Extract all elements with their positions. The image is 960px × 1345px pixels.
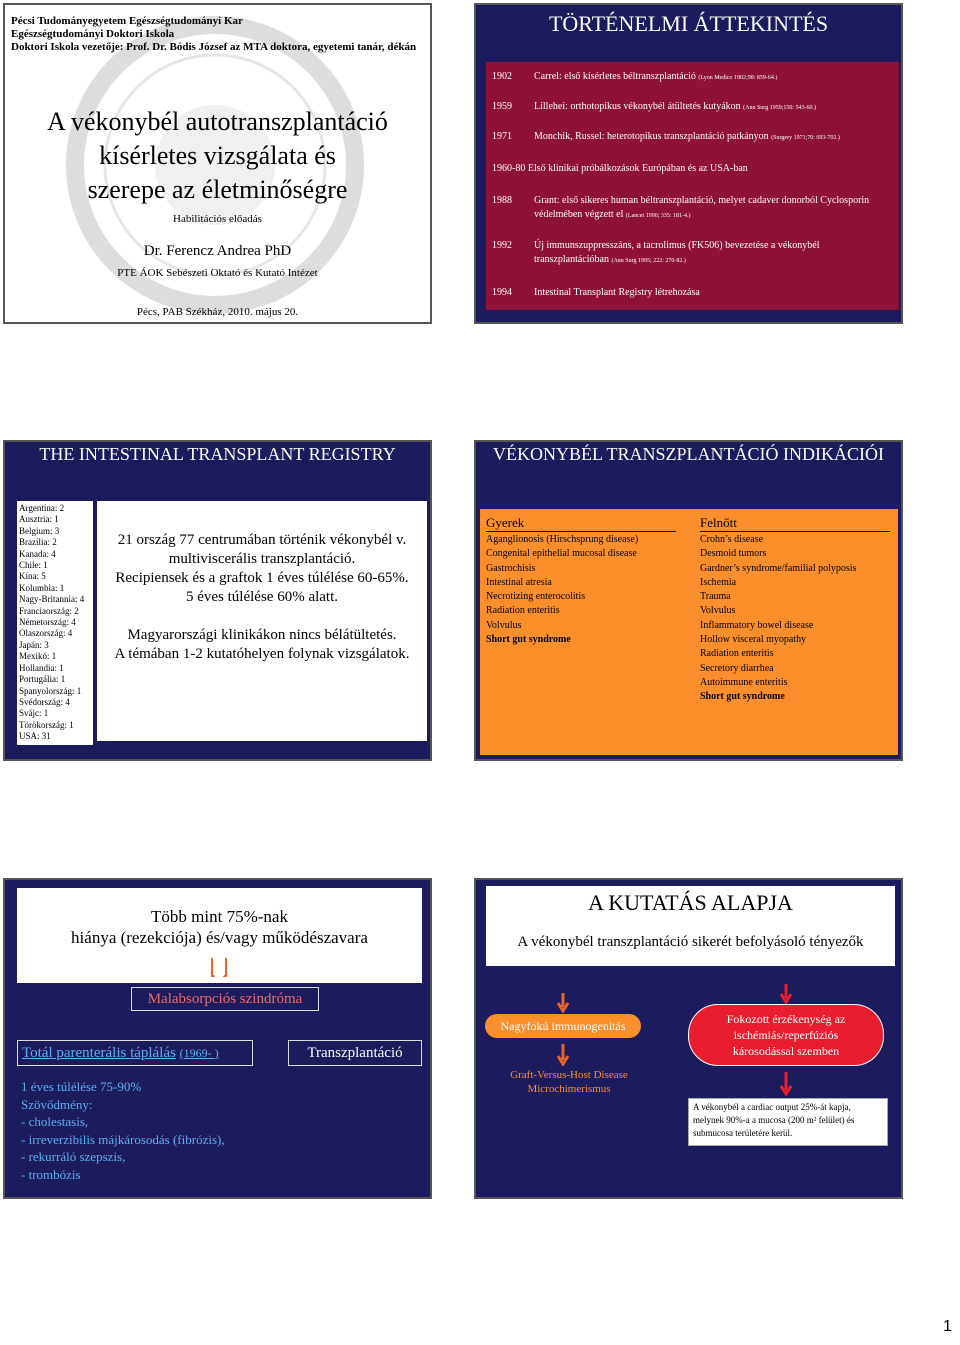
- reference: (Ann Surg 1995; 222: 270-82.): [611, 258, 686, 264]
- year: 1992: [492, 240, 512, 251]
- adult-header: Felnőtt: [700, 515, 890, 532]
- cardiac-output-note: [688, 1098, 888, 1146]
- child-indication-item: Volvulus: [486, 619, 522, 631]
- summary-line: Magyarországi klinikákon nincs bélátültetés.: [127, 627, 397, 643]
- ischemia-line: Fokozott érzékenység az: [726, 1012, 846, 1026]
- history-item: [492, 162, 748, 176]
- summary-line: multiviscerális transzplantáció.: [168, 551, 356, 567]
- country-item: Hollandia: 1: [19, 662, 64, 673]
- tpn-detail-line: - irreverzibilis májkárosodás (fibrózis),: [21, 1131, 225, 1147]
- title-line: szerepe az életminőségre: [87, 175, 348, 204]
- title-box: [486, 886, 895, 966]
- year: 1959: [492, 101, 512, 112]
- reference: (Surgery 1971;70: 693-702.): [771, 135, 840, 141]
- slide-short-bowel: [3, 878, 432, 1199]
- tpn-details: [17, 1078, 264, 1188]
- tpn-label: Totál parenterális táplálás: [22, 1045, 176, 1061]
- arrow-down-icon: [779, 1072, 793, 1096]
- summary-line: 5 éves túlélése 60% alatt.: [185, 589, 339, 605]
- title-line: kísérletes vizsgálata és: [99, 141, 336, 170]
- gvhd-line: Microchimerismus: [527, 1083, 611, 1095]
- country-item: Brazília: 2: [19, 537, 57, 548]
- country-item: Chile: 1: [19, 560, 48, 571]
- adult-indication-item: Inflammatory bowel disease: [700, 619, 814, 631]
- summary-line: Recipiensek és a graftok 1 éves túlélése 60-65%.: [115, 570, 409, 586]
- summary-line: 21 ország 77 centrumában történik vékonybél v.: [117, 532, 407, 548]
- country-item: Kína: 5: [19, 571, 46, 582]
- country-item: Argentína: 2: [19, 503, 65, 513]
- event-text: Grant: első sikeres human béltranszplantáció, melyet cadaver donorból Cyclosporin védelmében végzett el: [534, 195, 870, 220]
- arrow-down-icon: [556, 993, 570, 1013]
- child-indication-item: Radiation enteritis: [486, 605, 560, 617]
- adult-indication-item: Gardner’s syndrome/familial polyposis: [700, 562, 857, 574]
- tpn-box: [17, 1040, 253, 1066]
- slide-history: [474, 3, 903, 324]
- adult-indication-item: Trauma: [700, 591, 731, 603]
- immunogenicity-oval: Nagyfokú immunogenitás: [485, 1014, 641, 1038]
- arrow-down-icon: [779, 984, 793, 1004]
- tpn-detail-line: 1 éves túlélése 75-90%: [21, 1079, 142, 1094]
- reference: (Lyon Medico 1902;98: 859-64.): [698, 75, 778, 81]
- adult-indication-item: Crohn’s disease: [700, 534, 764, 545]
- event-text: Lillehei: orthotopikus vékonybél átültetés kutyákon: [534, 101, 741, 112]
- year: 1988: [492, 195, 512, 206]
- tpn-years: (1969- ): [179, 1046, 219, 1060]
- reference: (Ann Surg 1959;150: 543-60.): [743, 105, 817, 111]
- slide-title: TÖRTÉNELMI ÁTTEKINTÉS: [548, 11, 829, 36]
- reference: (Lancet 1990; 335: 181-4.): [625, 213, 691, 219]
- child-indication-item: Congenital epithelial mucosal disease: [486, 548, 637, 560]
- note-line: submucosa területére kerül.: [693, 1128, 793, 1138]
- author: Dr. Ferencz Andrea PhD: [143, 243, 292, 259]
- institute: PTE ÁOK Sebészeti Oktató és Kutató Intézet: [117, 267, 318, 279]
- gvhd-text: [476, 1068, 662, 1096]
- indications-box: [480, 509, 898, 755]
- adult-indication-item: Volvulus: [700, 605, 736, 617]
- country-item: Németország: 4: [19, 617, 76, 628]
- year: 1902: [492, 71, 512, 82]
- tpn-detail-line: Szövődmény:: [21, 1096, 93, 1112]
- arrow-down-icon: [556, 1044, 570, 1066]
- adult-indication-item: Hollow visceral myopathy: [700, 634, 807, 646]
- header-block: [11, 15, 416, 54]
- slide-title: THE INTESTINAL TRANSPLANT REGISTRY: [39, 444, 396, 464]
- page-number: 1: [943, 1318, 952, 1335]
- country-item: Franciaország: 2: [19, 605, 79, 616]
- event-text: Monchik, Russel: heterotopikus transzplantáció patkányon: [534, 131, 769, 142]
- slide-indications: [474, 440, 903, 761]
- adult-last-item: Short gut syndrome: [700, 691, 785, 703]
- header-line: Doktori Iskola vezetője: Prof. Dr. Bódis József az MTA doktora, egyetemi tanár, dékán: [11, 41, 417, 53]
- title-line: A vékonybél autotranszplantáció: [47, 107, 388, 136]
- country-item: Belgium: 3: [19, 525, 60, 536]
- event-text: Carrel: első kísérletes béltranszplantáció: [534, 71, 696, 82]
- country-item: Svédország: 4: [19, 696, 70, 707]
- country-item: Kolumbia: 1: [19, 582, 65, 593]
- country-item: Japán: 3: [19, 639, 49, 650]
- adult-indication-item: Autoimmune enteritis: [700, 676, 788, 688]
- country-item: Ausztria: 1: [19, 514, 59, 525]
- registry-summary: [97, 501, 427, 741]
- summary-line: A témában 1-2 kutatóhelyen folynak vizsgálatok.: [114, 646, 410, 662]
- ischemia-oval: [688, 1004, 884, 1066]
- child-indication-item: Intestinal atresia: [486, 576, 552, 588]
- country-item: Törökország: 1: [19, 719, 74, 730]
- child-last-item: Short gut syndrome: [486, 634, 571, 646]
- child-header: Gyerek: [486, 515, 676, 532]
- malabsorption-box: Malabsorpciós szindróma: [131, 987, 319, 1011]
- slide-title: [3, 3, 432, 324]
- note-line: melynek 90%-a a mucosa (200 m² felület) és: [693, 1115, 855, 1125]
- tpn-detail-line: - rekurráló szepszis,: [21, 1149, 126, 1164]
- ischemia-line: károsodással szemben: [732, 1044, 840, 1058]
- event-text: 1960-80 Első klinikai próbálkozások Európában és az USA-ban: [492, 163, 748, 174]
- place-date: Pécs, PAB Székház, 2010. május 20.: [136, 306, 299, 318]
- event-text: Új immunszuppresszáns, a tacrolimus (FK506) bevezetése a vékonybél transzplantációban: [534, 240, 820, 265]
- tpn-detail-line: - cholestasis,: [21, 1114, 89, 1129]
- header-line: Pécsi Tudományegyetem Egészségtudományi Kar: [11, 15, 243, 27]
- country-list: [17, 501, 93, 745]
- child-indication-item: Necrotizing enterocolitis: [486, 591, 586, 603]
- country-item: Olaszország: 4: [19, 628, 73, 639]
- header-line: Egészségtudományi Doktori Iskola: [11, 28, 175, 40]
- slide-title: A KUTATÁS ALAPJA: [588, 890, 793, 915]
- year: 1994: [492, 287, 512, 298]
- country-item: Kanada: 4: [19, 548, 56, 559]
- country-item: USA: 31: [19, 731, 51, 742]
- country-item: Spanyolország: 1: [19, 685, 82, 696]
- adult-column: [700, 515, 890, 705]
- child-column: [486, 515, 676, 647]
- slide-registry: [3, 440, 432, 761]
- ischemia-line: ischémiás/reperfúziós: [733, 1028, 839, 1042]
- child-indication-item: Aganglionosis (Hirschsprung disease): [486, 534, 639, 545]
- transplant-box: Transzplantáció: [288, 1040, 422, 1066]
- slide-research-basis: [474, 878, 903, 1199]
- slide-title: VÉKONYBÉL TRANSZPLANTÁCIÓ INDIKÁCIÓI: [493, 444, 884, 464]
- tpn-detail-line: - trombózis: [21, 1166, 81, 1182]
- definition-line: hiánya (rezekciója) és/vagy működészavara: [71, 928, 368, 947]
- country-item: Svájc: 1: [19, 708, 49, 719]
- history-box: [486, 62, 899, 310]
- country-item: Mexikó: 1: [19, 651, 57, 662]
- adult-indication-item: Desmoid tumors: [700, 548, 767, 560]
- definition-line: Több mint 75%-nak: [151, 907, 288, 926]
- adult-indication-item: Secretory diarrhea: [700, 662, 774, 674]
- year: 1971: [492, 131, 512, 142]
- slide-subtitle: A vékonybél transzplantáció sikerét befolyásoló tényezők: [517, 934, 864, 950]
- lecture-type: Habilitációs előadás: [173, 213, 262, 225]
- event-text: Intestinal Transplant Registry létrehozása: [534, 287, 700, 298]
- country-item: Nagy-Britannia: 4: [19, 594, 85, 605]
- child-indication-item: Gastrochisis: [486, 562, 536, 574]
- slide-main-title: [5, 105, 430, 207]
- arrow-down-icon: [210, 958, 228, 982]
- adult-indication-item: Ischemia: [700, 576, 737, 588]
- gvhd-line: Graft-Versus-Host Disease: [510, 1069, 628, 1081]
- adult-indication-item: Radiation enteritis: [700, 648, 774, 660]
- country-item: Portugália: 1: [19, 674, 66, 685]
- note-line: A vékonybél a cardiac output 25%-át kapja,: [693, 1102, 851, 1112]
